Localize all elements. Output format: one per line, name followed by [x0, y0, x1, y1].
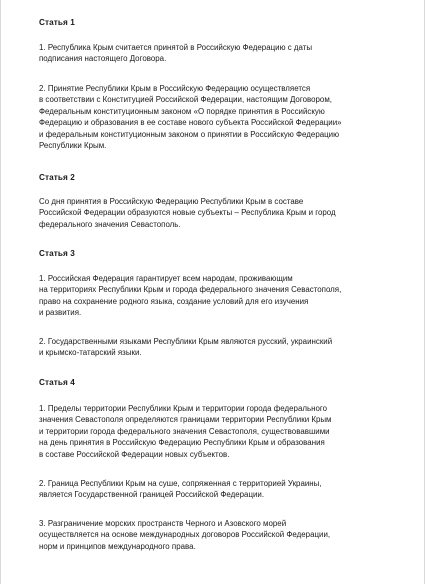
article-1-paragraph-2: 2. Принятие Республики Крым в Российскую Федерацию осуществляется в соответствии с Конституцией Российской Федерации, настоящим Договором, Федеральным конституционным законом «О порядке принятия в Российскую Федерацию и образования в ее составе нового субъекта Российской Федерации» и федеральным конституционным законом о принятии в Российскую Федерацию Республики Крым.: [39, 84, 342, 151]
article-2-heading: Статья 2: [39, 173, 75, 182]
article-3-paragraph-2: 2. Государственными языками Республики Крым являются русский, украинский и крымско-татарский языки.: [39, 337, 333, 358]
article-4-paragraph-2: 2. Граница Республики Крым на суше, сопряженная с территорией Украины, является Государственной границей Российской Федерации.: [39, 479, 322, 500]
article-4-paragraph-3: 3. Разграничение морских пространств Черного и Азовского морей осуществляется на основе международных договоров Российской Федерации, норм и принципов международного права.: [39, 519, 331, 551]
article-2-paragraph-1: Со дня принятия в Российскую Федерацию Республики Крым в составе Российской Федерации образуются новые субъекты – Республика Крым и город федерального значения Севастополь.: [39, 197, 336, 229]
article-4-heading: Статья 4: [39, 378, 75, 387]
article-3-paragraph-1: 1. Российская Федерация гарантирует всем народам, проживающим на территориях Республики Крым и города федерального значения Севастополя, право на сохранение родного языка, создание условий для его изучения и развития.: [39, 274, 342, 318]
article-1-paragraph-1: 1. Республика Крым считается принятой в Российскую Федерацию с даты подписания настоящего Договора.: [39, 43, 313, 64]
article-1-heading: Статья 1: [39, 18, 75, 27]
article-4-paragraph-1: 1. Пределы территории Республики Крым и территории города федерального значения Севастополя определяются границами территории Республики Крым и территории города федерального значения Севастополя, существовавшими на день принятия в Российскую Федерацию Республики Крым и образования в составе Российской Федерации новых субъектов.: [39, 404, 332, 459]
article-3-heading: Статья 3: [39, 249, 75, 258]
